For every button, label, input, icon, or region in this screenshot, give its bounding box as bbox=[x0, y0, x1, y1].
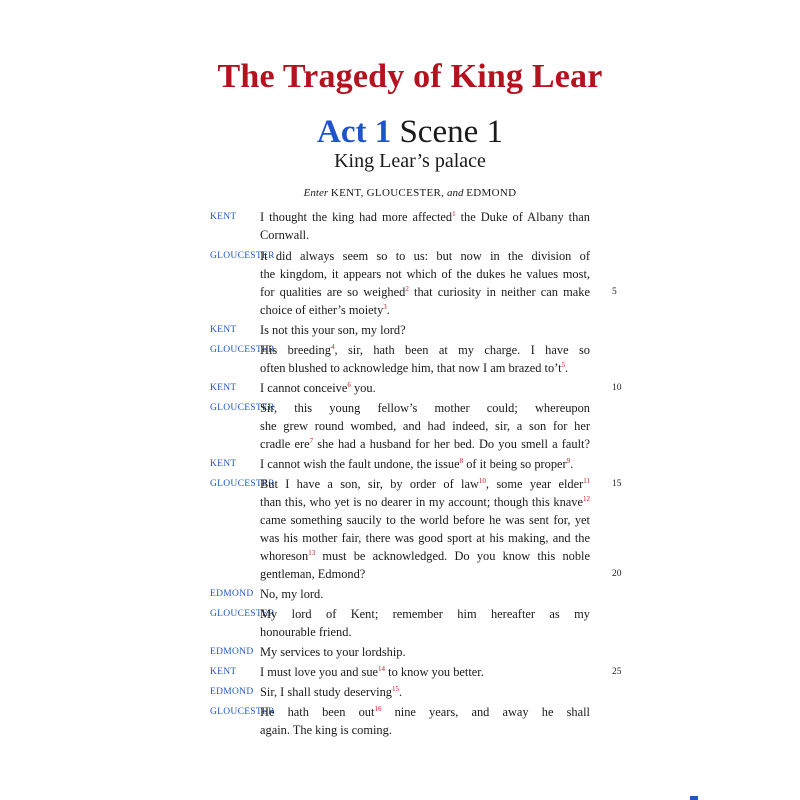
footnote-marker[interactable]: 3 bbox=[383, 303, 387, 311]
footnote-marker[interactable]: 9 bbox=[566, 457, 571, 465]
speaker-name: KENT bbox=[210, 667, 237, 677]
speech-line: His breeding$^4$, sir, hath been at my charge. I have so bbox=[260, 343, 590, 357]
stage-direction-last: EDMOND bbox=[466, 187, 517, 199]
speaker-name: EDMOND bbox=[210, 589, 254, 599]
dialogue-row bbox=[0, 379, 800, 397]
speaker-name: GLOUCESTER bbox=[210, 479, 275, 489]
dialogue-row bbox=[0, 721, 800, 739]
speaker-name: EDMOND bbox=[210, 687, 254, 697]
dialogue-row bbox=[0, 547, 800, 565]
speaker-name: GLOUCESTER bbox=[210, 403, 275, 413]
speech-line: My services to your lordship. bbox=[260, 645, 406, 659]
stage-direction bbox=[0, 187, 800, 199]
speech-line: honourable friend. bbox=[260, 625, 352, 639]
dialogue-row bbox=[0, 301, 800, 319]
dialogue-row bbox=[0, 683, 800, 701]
footnote-marker[interactable]: 10 bbox=[478, 477, 486, 485]
line-number: 15 bbox=[612, 479, 622, 489]
speaker-name: EDMOND bbox=[210, 647, 254, 657]
speech-line: I cannot wish the fault undone, the issue$^8$ of it being so proper$^9$. bbox=[260, 457, 574, 471]
speech-line: It did always seem so to us: but now in the division of bbox=[260, 249, 590, 263]
stage-direction-names: KENT, GLOUCESTER, bbox=[330, 187, 445, 199]
line-number: 25 bbox=[612, 667, 622, 677]
speech-line: choice of either’s moiety$^3$. bbox=[260, 303, 390, 317]
dialogue-row bbox=[0, 265, 800, 283]
footnote-marker[interactable]: 5 bbox=[561, 361, 566, 369]
dialogue-row bbox=[0, 226, 800, 244]
footnote-marker[interactable]: 2 bbox=[405, 285, 409, 293]
stage-direction-enter: Enter bbox=[303, 187, 329, 199]
speech-line: she grew round wombed, and had indeed, sir, a son for her bbox=[260, 419, 590, 433]
speech-line: But I have a son, sir, by order of law$^{10}$, some year elder$^{11}$ bbox=[260, 477, 590, 491]
dialogue-row bbox=[0, 605, 800, 623]
page-corner-mark bbox=[690, 796, 698, 800]
dialogue-row bbox=[0, 643, 800, 661]
speech-line: Is not this your son, my lord? bbox=[260, 323, 406, 337]
speech-line: I cannot conceive$^6$ you. bbox=[260, 381, 376, 395]
speech-line: My lord of Kent; remember him hereafter as my bbox=[260, 607, 590, 621]
speech-line: Sir, I shall study deserving$^{15}$. bbox=[260, 685, 403, 699]
dialogue-row bbox=[0, 341, 800, 359]
dialogue-row bbox=[0, 455, 800, 473]
dialogue-row bbox=[0, 321, 800, 339]
stage-direction-and: and bbox=[447, 187, 464, 199]
line-number: 20 bbox=[612, 569, 622, 579]
dialogue-row bbox=[0, 417, 800, 435]
scene-location: King Lear’s palace bbox=[334, 150, 486, 172]
dialogue-row bbox=[0, 247, 800, 265]
dialogue-row bbox=[0, 663, 800, 681]
speech-line: was his mother fair, there was good sport at his making, and the bbox=[260, 531, 590, 545]
speaker-name: GLOUCESTER bbox=[210, 707, 275, 717]
speaker-name: GLOUCESTER bbox=[210, 251, 275, 261]
dialogue-row bbox=[0, 585, 800, 603]
speech-line: often blushed to acknowledge him, that now I am brazed to’t$^5$. bbox=[260, 361, 569, 375]
dialogue-row bbox=[0, 511, 800, 529]
speech-line: Cornwall. bbox=[260, 228, 310, 242]
speech-line: No, my lord. bbox=[260, 587, 324, 601]
speech-line: than this, who yet is no dearer in my account; though this knave$^{12}$ bbox=[260, 495, 590, 509]
speaker-name: KENT bbox=[210, 383, 237, 393]
speech-line: I thought the king had more affected$^1$ the Duke of Albany than bbox=[260, 210, 590, 224]
dialogue-row bbox=[0, 283, 800, 301]
speech-line: He hath been out$^{16}$ nine years, and away he shall bbox=[260, 705, 590, 719]
dialogue-row bbox=[0, 399, 800, 417]
footnote-marker[interactable]: 1 bbox=[452, 210, 456, 218]
footnote-marker[interactable]: 14 bbox=[378, 665, 386, 673]
footnote-marker[interactable]: 8 bbox=[459, 457, 464, 465]
act-scene-heading bbox=[0, 114, 800, 151]
footnote-marker[interactable]: 15 bbox=[392, 685, 400, 693]
speaker-name: GLOUCESTER bbox=[210, 345, 275, 355]
speaker-name: KENT bbox=[210, 212, 237, 222]
footnote-marker[interactable]: 11 bbox=[583, 477, 590, 485]
speech-line: whoreson$^{13}$ must be acknowledged. Do you know this noble bbox=[260, 549, 590, 563]
speech-line: the kingdom, it appears not which of the dukes he values most, bbox=[260, 267, 590, 281]
footnote-marker[interactable]: 12 bbox=[583, 495, 590, 503]
speech-line: gentleman, Edmond? bbox=[260, 567, 366, 581]
speech-line: for qualities are so weighed$^2$ that curiosity in neither can make bbox=[260, 285, 590, 299]
speaker-name: GLOUCESTER bbox=[210, 609, 275, 619]
speech-line: again. The king is coming. bbox=[260, 723, 392, 737]
speech-line: came something saucily to the world before he was sent for, yet bbox=[260, 513, 590, 527]
dialogue-row bbox=[0, 359, 800, 377]
footnote-marker[interactable]: 13 bbox=[308, 549, 316, 557]
speaker-name: KENT bbox=[210, 459, 237, 469]
footnote-marker[interactable]: 16 bbox=[374, 705, 382, 713]
dialogue-row bbox=[0, 565, 800, 583]
dialogue-row bbox=[0, 208, 800, 226]
dialogue-row bbox=[0, 623, 800, 641]
dialogue-row bbox=[0, 703, 800, 721]
line-number: 10 bbox=[612, 383, 622, 393]
dialogue-row bbox=[0, 493, 800, 511]
footnote-marker[interactable]: 6 bbox=[347, 381, 351, 389]
dialogue-row bbox=[0, 435, 800, 453]
speech-line: cradle ere$^7$ she had a husband for her bed. Do you smell a fault? bbox=[260, 437, 590, 451]
footnote-marker[interactable]: 7 bbox=[309, 437, 314, 445]
dialogue-row bbox=[0, 475, 800, 493]
speaker-name: KENT bbox=[210, 325, 237, 335]
speech-line: I must love you and sue$^{14}$ to know you better. bbox=[260, 665, 484, 679]
line-number: 5 bbox=[612, 287, 617, 297]
dialogue-row bbox=[0, 529, 800, 547]
act-label: Act 1 bbox=[316, 114, 392, 150]
play-title: The Tragedy of King Lear bbox=[217, 58, 603, 95]
speech-line: Sir, this young fellow’s mother could; whereupon bbox=[260, 401, 590, 415]
scene-label: Scene 1 bbox=[399, 114, 503, 150]
footnote-marker[interactable]: 4 bbox=[330, 343, 335, 351]
